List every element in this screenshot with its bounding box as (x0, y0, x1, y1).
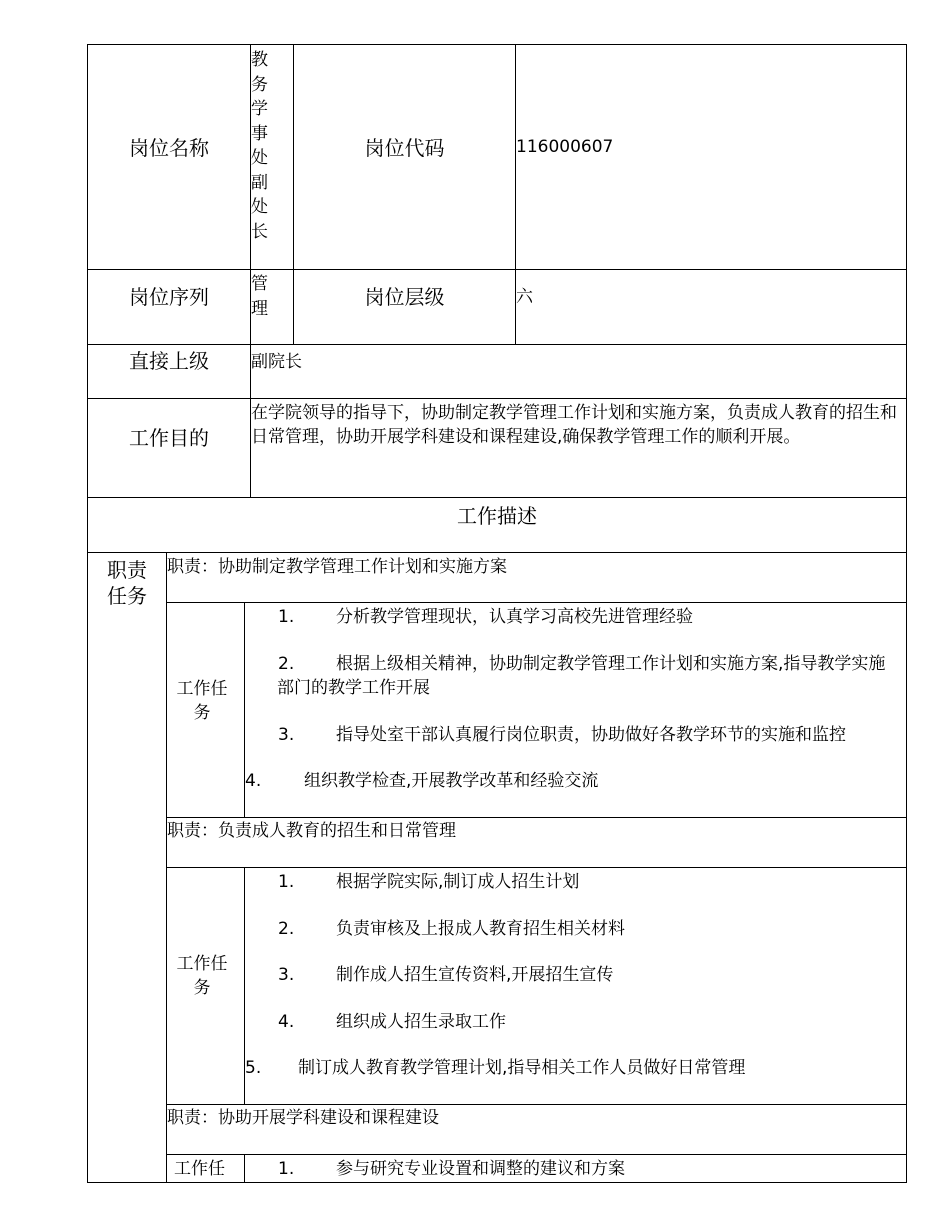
task-text (277, 652, 897, 700)
purpose-label: 工作目的 (129, 426, 209, 450)
sequence-label: 岗位序列 (129, 285, 209, 309)
table-border-bottom (87, 1182, 907, 1183)
position-code-value: 116000607 (516, 137, 614, 157)
duty-title: 职责：协助开展学科建设和课程建设 (167, 1108, 439, 1128)
task-text-content: 根据上级相关精神，协助制定教学管理工作计划和实施方案,指导教学实施部门的教学工作开展 (277, 654, 886, 698)
position-code-label: 岗位代码 (364, 136, 445, 160)
task-text: 分析教学管理现状，认真学习高校先进管理经验 (336, 607, 693, 627)
table-border-right (906, 44, 907, 1183)
task-text: 根据学院实际,制订成人招生计划 (336, 872, 580, 892)
purpose-value: 在学院领导的指导下，协助制定教学管理工作计划和实施方案，负责成人教育的招生和日常管理，协助开展学科建设和课程建设,确保教学管理工作的顺利开展。 (251, 403, 897, 447)
section-title: 工作描述 (457, 504, 537, 528)
task-text: 负责审核及上报成人教育招生相关材料 (336, 919, 625, 939)
task-number: 2. (278, 654, 295, 674)
task-text: 制订成人教育教学管理计划,指导相关工作人员做好日常管理 (298, 1058, 746, 1078)
task-text: 组织成人招生录取工作 (336, 1012, 506, 1032)
row-divider (87, 269, 907, 270)
task-number: 1. (278, 607, 295, 627)
tasks-label-partial: 工作任 (174, 1159, 225, 1179)
col-divider (166, 552, 167, 1183)
duties-label: 职责任务 (107, 558, 147, 608)
task-number: 4. (278, 1012, 295, 1032)
task-text: 指导处室干部认真履行岗位职责，协助做好各教学环节的实施和监控 (336, 725, 846, 745)
tasks-label: 工作任务 (176, 954, 228, 998)
col-divider (244, 1154, 245, 1183)
table-border-left (87, 44, 88, 1183)
task-text: 组织教学检查,开展教学改革和经验交流 (304, 771, 599, 791)
row-divider (166, 867, 907, 868)
row-divider (166, 1154, 907, 1155)
table-border-top (87, 44, 907, 45)
task-text: 制作成人招生宣传资料,开展招生宣传 (336, 965, 614, 985)
row-divider (87, 344, 907, 345)
task-text: 参与研究专业设置和调整的建议和方案 (336, 1159, 625, 1179)
task-number: 3. (278, 725, 295, 745)
task-number: 1. (278, 1159, 295, 1179)
row-divider (87, 497, 907, 498)
position-name-value: 教务学事处副处长 (251, 50, 268, 242)
task-number: 3. (278, 965, 295, 985)
supervisor-value: 副院长 (251, 352, 302, 372)
level-value: 六 (516, 287, 533, 307)
task-number: 1. (278, 872, 295, 892)
row-divider (166, 817, 907, 818)
row-divider (87, 398, 907, 399)
position-name-label: 岗位名称 (129, 136, 209, 160)
row-divider (87, 552, 907, 553)
task-number: 5. (245, 1058, 262, 1078)
row-divider (166, 1104, 907, 1105)
task-number: 4. (245, 771, 262, 791)
tasks-label: 工作任务 (176, 679, 228, 723)
duty-title: 职责：负责成人教育的招生和日常管理 (167, 821, 456, 841)
row-divider (166, 602, 907, 603)
sequence-value: 管理 (251, 274, 268, 319)
level-label: 岗位层级 (364, 285, 445, 309)
supervisor-label: 直接上级 (129, 349, 209, 373)
duty-title: 职责：协助制定教学管理工作计划和实施方案 (167, 557, 507, 577)
task-number: 2. (278, 919, 295, 939)
